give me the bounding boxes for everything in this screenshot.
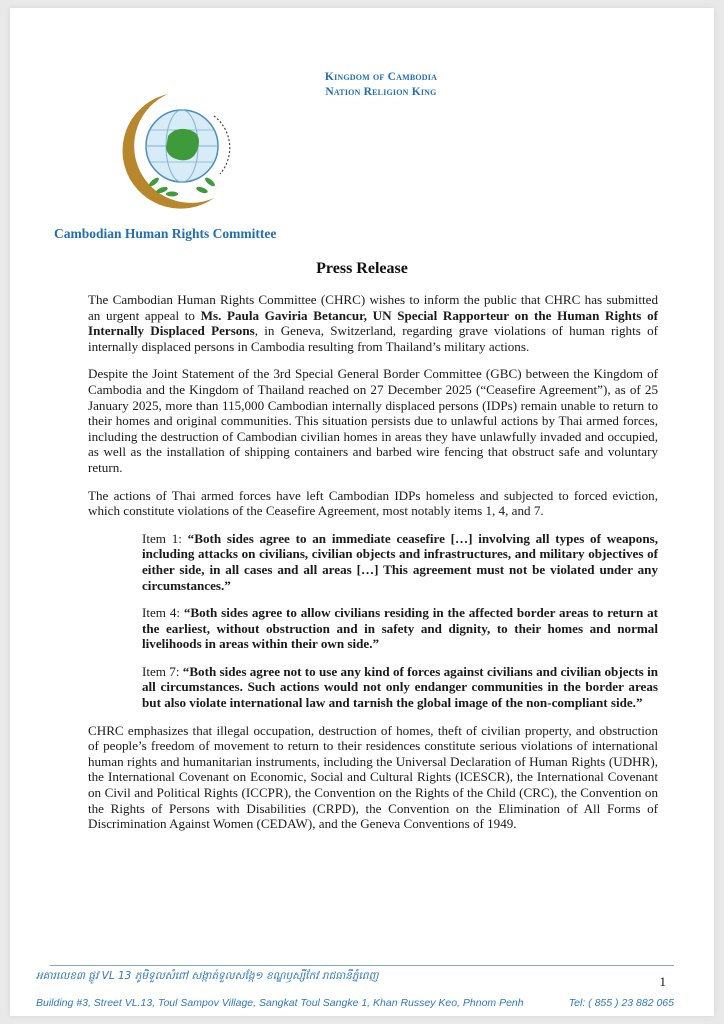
page-title: Press Release [316, 260, 408, 277]
item-quote: “Both sides agree not to use any kind of forces against civilians and civilian objects in all circumstances. Such actions would not only endanger communities in the border areas but also violate international law and tarnish the global image of the non-compliant side.” [142, 663, 658, 711]
item-label: Item 7: [142, 663, 183, 679]
chrc-logo-icon [106, 86, 246, 216]
footer-address-khmer: អគារលេខ៣ ផ្លូវ VL 13 ភូមិទួលសំពៅ សង្កាត់ទួលសង្កែ១ ខណ្ឌឫស្សីកែវ រាជធានីភ្នំពេញ [36, 970, 379, 982]
organization-name: Cambodian Human Rights Committee [54, 226, 277, 241]
ceasefire-item-4 [142, 605, 658, 652]
kingdom-header [306, 70, 456, 100]
item-quote: “Both sides agree to allow civilians residing in the affected border areas to return at the earliest, without obstruction and in safety and dignity, to their homes and normal livelihoods in areas within their own side.” [142, 605, 658, 652]
footer-address-english: Building #3, Street VL.13, Toul Sampov Village, Sangkat Toul Sangke 1, Khan Russey Keo, Phnom Penh [36, 997, 524, 1009]
paragraph-intro [88, 292, 658, 354]
item-label: Item 4: [142, 605, 184, 621]
paragraph-closing: CHRC emphasizes that illegal occupation, destruction of homes, theft of civilian property, and obstruction of people’s freedom of movement to return to their residences constitute serious violations of international human rights and humanitarian instruments, including the Universal Declaration of Human Rights (UDHR), the International Covenant on Economic, Social and Cultural Rights (ICESCR), the International Covenant on Civil and Political Rights (ICCPR), the Convention on the Rights of the Child (CRC), the Convention on the Rights of Persons with Disabilities (CRPD), the Convention on the Elimination of All Forms of Discrimination Against Women (CEDAW), and the Geneva Conventions of 1949. [88, 722, 658, 832]
motto-line: Nation Religion King [325, 86, 437, 98]
document-body [88, 292, 658, 844]
item-quote: “Both sides agree to an immediate ceasefire […] involving all types of weapons, including attacks on civilians, civilian objects and infrastructures, and military objectives of either side, in all cases and all areas […] This agreement must not be violated under any circumstances.” [142, 530, 658, 593]
paragraph-text: , in Geneva, Switzerland, regarding grave violations of human rights of internally displaced persons in Cambodia resulting from Thailand’s military actions. [88, 323, 658, 354]
paragraph-violations: The actions of Thai armed forces have left Cambodian IDPs homeless and subjected to forced eviction, which constitute violations of the Ceasefire Agreement, most notably items 1, 4, and 7. [88, 487, 658, 519]
ceasefire-item-7 [142, 664, 658, 711]
ceasefire-item-1 [142, 531, 658, 593]
rapporteur-name: Ms. Paula Gaviria Betancur, UN Special Rapporteur on the Human Rights of Internally Displaced Persons [88, 307, 658, 339]
item-label: Item 1: [142, 530, 188, 546]
paragraph-situation: Despite the Joint Statement of the 3rd Special General Border Committee (GBC) between the Kingdom of Cambodia and the Kingdom of Thailand reached on 27 December 2025 (“Ceasefire Agreement”), as of 25 January 2025, more than 115,000 Cambodian internally displaced persons (IDPs) remain unable to return to their homes and original communities. This situation persists due to unlawful actions by Thai armed forces, including the destruction of Cambodian civilian homes in areas they have unlawfully invaded and occupied, as well as the installation of shipping containers and barbed wire fencing that obstruct safe and voluntary return. [88, 366, 658, 475]
document-page [10, 8, 714, 1016]
page-number: 1 [659, 974, 666, 989]
footer-telephone: Tel: ( 855 ) 23 882 065 [568, 997, 674, 1009]
kingdom-line: Kingdom of Cambodia [324, 71, 438, 83]
footer-divider [50, 965, 674, 966]
paragraph-text: The Cambodian Human Rights Committee (CHRC) wishes to inform the public that CHRC has submitted an urgent appeal to [88, 292, 658, 323]
